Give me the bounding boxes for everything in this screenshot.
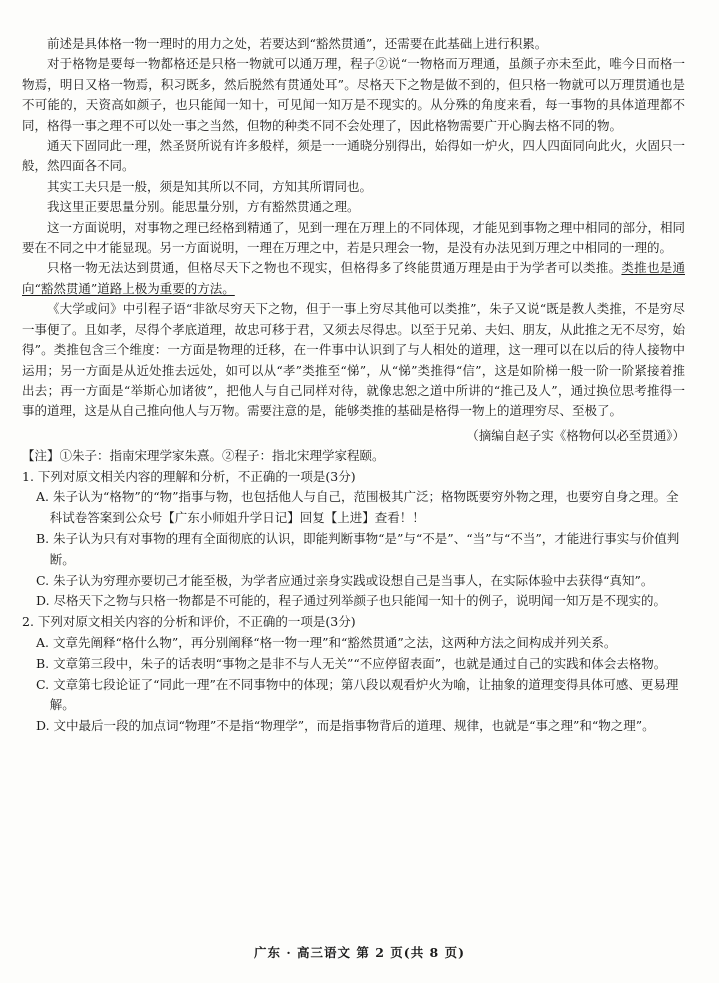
paragraph: 这一方面说明，对事物之理已经格到精通了，见到一理在万理上的不同体现，才能见到事物之理中相同的部分，相同要在不同之中才能显现。另一方面说明，一理在万理之中，若是只理会一物，是没有办法见到万理之中相同的一理的。 [22,219,685,256]
question-2 [22,612,685,737]
option-a: A. 文章先阐释“格什么物”，再分别阐释“格一物一理”和“豁然贯通”之法，这两种方法之间构成并列关系。 [36,634,617,650]
question-stem: 2. 下列对原文相关内容的分析和评价，不正确的一项是(3分) [22,614,356,630]
question-1 [22,467,685,613]
quote-paragraph: 我这里正要思量分别。能思量分别，方有豁然贯通之理。 [47,199,360,215]
footnote: 【注】①朱子：指南宋理学家朱熹。②程子：指北宋理学家程颐。 [22,448,385,464]
paragraph: 前述是具体格一物一理时的用力之处，若要达到“豁然贯通”，还需要在此基础上进行积累。 [47,36,548,51]
paragraph: 《大学或问》中引程子语“非欲尽穷天下之物，但于一事上穷尽其他可以类推”，朱子又说“既是教人类推，不是穷尽一事便了。且如孝，尽得个孝底道理，故忠可移于君，又须去尽得忠。以至于兄弟、夫妇、朋友，从此推之无不尽穷，始得”。类推包含三个维度：一方面是物理的迁移，在一件事中认识到了与人相处的道理，这一理可以在以后的待人接物中运用；另一方面是从近处推去远处，如可以从“孝”类推至“悌”，从“悌”类推得“信”，这是如阶梯一般一阶一阶紧接着推出去；再一方面是“举斯心加诸彼”，把他人与自己同样对待，就像忠恕之道中所讲的“推己及人”，通过换位思考推得一事的道理，这是从自己推向他人与万物。需要注意的是，能够类推的基础是格得一物上的道理穷尽、至极了。 [22,301,685,419]
option-a: A. 朱子认为“格物”的“物”指事与物，也包括他人与自己，范围极其广泛；格物既要穷外物之理，也要穷自身之理。全科试卷答案到公众号【广东小师姐升学日记】回复【上进】查看！！ [36,489,679,526]
paragraph-text: 只格一物无法达到贯通，但格尽天下之物也不现实，但格得多了终能贯通万理是由于为学者可以类推。 [47,260,622,276]
option-c: C. 朱子认为穷理亦要切己才能至极，为学者应通过亲身实践或设想自己是当事人，在实际体验中去获得“真知”。 [36,572,654,588]
option-d: D. 文中最后一段的加点词“物理”不是指“物理学”，而是指事物背后的道理、规律，也就是“事之理”和“物之理”。 [36,718,655,734]
question-stem: 1. 下列对原文相关内容的理解和分析，不正确的一项是(3分) [22,468,356,484]
option-b: B. 朱子认为只有对事物的理有全面彻底的认识，即能判断事物“是”与“不是”、“当”与“不当”，才能进行事实与价值判断。 [36,530,680,567]
option-b: B. 文章第三段中，朱子的话表明“事物之是非不与人无关”“不应停留表面”，也就是通过自己的实践和体会去格物。 [36,655,667,671]
quote-paragraph: 其实工夫只是一般，须是知其所以不同，方知其所谓同也。 [47,178,373,194]
paragraph: 对于格物是要每一物都格还是只格一物就可以通万理，程子②说“一物格而万理通，虽颜子亦未至此，唯今日而格一物焉，明日又格一物焉，积习既多，然后脱然有贯通处耳”。尽格天下之物是做不到的，但只格一物就可以万理贯通也是不可能的，天资高如颜子，也只能闻一知十，可见闻一知万是不现实的。从分殊的角度来看，每一事物的具体道理都不同，格得一事之理不可以处一事之当然，但物的种类不同不会处理了，因此格物需要广开心胸去格不同的物。 [22,56,685,133]
page-footer: 广东 · 高三语文 第 2 页(共 8 页) [253,945,466,960]
source-citation: （摘编自赵子实《格物何以必至贯通》） [466,427,685,443]
option-d: D. 尽格天下之物与只格一物都是不可能的，程子通过列举颜子也只能闻一知十的例子，说明闻一知万是不现实的。 [36,593,667,609]
paragraph [22,258,685,299]
option-c: C. 文章第七段论证了“同此一理”在不同事物中的体现；第八段以观看炉火为喻，让抽象的道理变得具体可感、更易理解。 [36,676,679,713]
quote-paragraph: 通天下固同此一理，然圣贤所说有许多般样，须是一一通晓分别得出，始得如一炉火，四人四面同向此火，火固只一般，然四面各不同。 [22,138,685,174]
underlined-sentence: 类推也是通向“豁然贯通”道路上极为重要的方法。 [22,260,685,296]
